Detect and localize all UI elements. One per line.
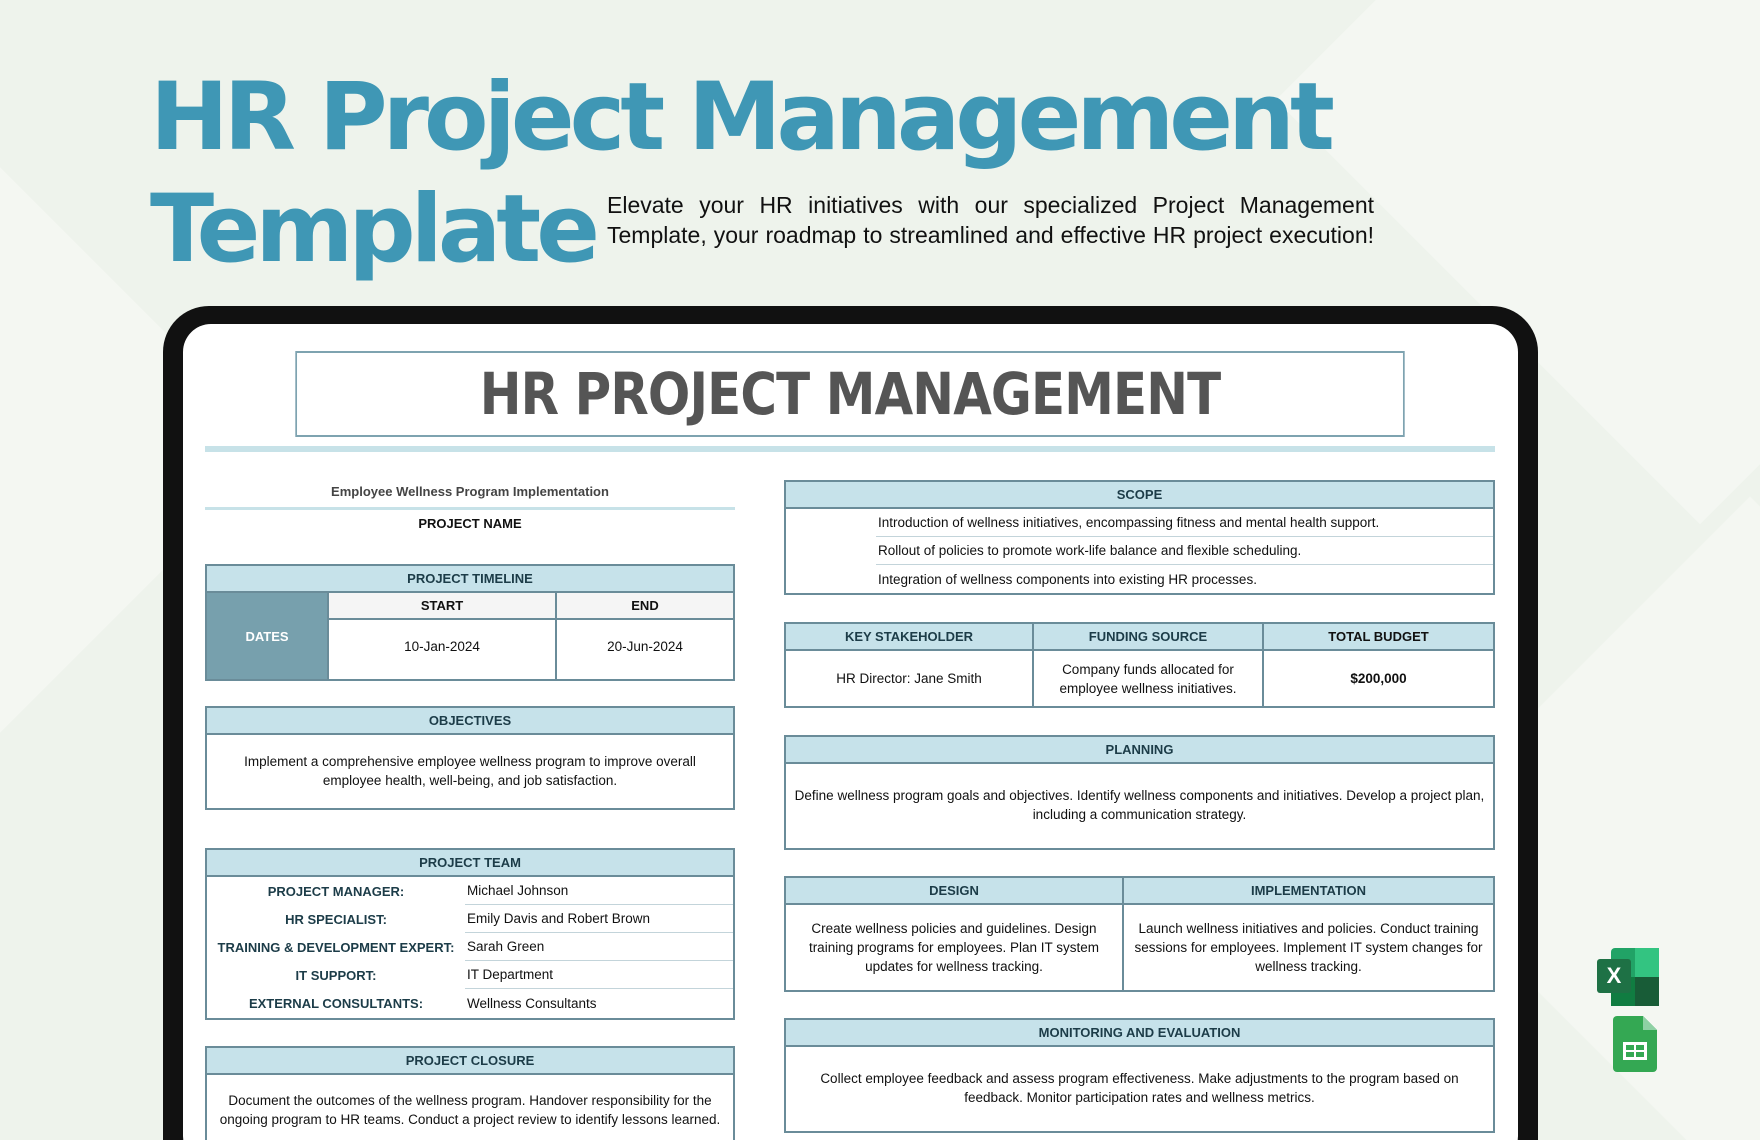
excel-icon[interactable] xyxy=(1597,948,1661,1006)
google-sheets-icon[interactable] xyxy=(1613,1016,1657,1072)
team-role: TRAINING & DEVELOPMENT EXPERT: xyxy=(217,939,455,955)
timeline-header: PROJECT TIMELINE xyxy=(207,566,733,593)
design-text[interactable]: Create wellness policies and guidelines. Design training programs for employees. Plan IT system updates for wellness tracking. xyxy=(808,921,1100,974)
scope-item[interactable]: Integration of wellness components into existing HR processes. xyxy=(878,571,1257,587)
planning-header: PLANNING xyxy=(786,737,1493,764)
planning-box xyxy=(784,735,1495,850)
design-header: DESIGN xyxy=(786,878,1122,905)
table-row xyxy=(207,961,733,989)
document-title: HR PROJECT MANAGEMENT xyxy=(295,351,1404,437)
team-member[interactable]: Sarah Green xyxy=(465,933,733,961)
project-name-label: PROJECT NAME xyxy=(418,516,522,531)
key-stakeholder-value[interactable]: HR Director: Jane Smith xyxy=(836,671,982,686)
design-column xyxy=(786,878,1122,990)
key-stakeholder-column xyxy=(786,624,1032,706)
team-role: PROJECT MANAGER: xyxy=(267,883,405,899)
title-divider xyxy=(205,446,1495,452)
start-label: START xyxy=(329,593,555,620)
team-member[interactable]: IT Department xyxy=(465,961,733,989)
scope-item[interactable]: Introduction of wellness initiatives, encompassing fitness and mental health support. xyxy=(876,509,1493,537)
team-role: IT SUPPORT: xyxy=(295,967,377,983)
hero-title-line1: HR Project Management xyxy=(150,63,1330,172)
start-date-value[interactable]: 10-Jan-2024 xyxy=(404,639,480,654)
team-role: HR SPECIALIST: xyxy=(285,911,387,927)
project-team-table xyxy=(205,848,735,1020)
scope-box xyxy=(784,480,1495,595)
scope-item[interactable]: Rollout of policies to promote work-life balance and flexible scheduling. xyxy=(876,537,1493,565)
project-name-value[interactable]: Employee Wellness Program Implementation xyxy=(331,484,609,499)
funding-source-value[interactable]: Company funds allocated for employee wellness initiatives. xyxy=(1059,661,1237,696)
scope-header: SCOPE xyxy=(786,482,1493,509)
stakeholder-table xyxy=(784,622,1495,708)
project-team-header: PROJECT TEAM xyxy=(207,850,733,877)
monitoring-evaluation-box xyxy=(784,1018,1495,1133)
design-implementation-table xyxy=(784,876,1495,992)
end-label: END xyxy=(557,593,733,620)
end-date-value[interactable]: 20-Jun-2024 xyxy=(607,639,683,654)
dates-label: DATES xyxy=(207,593,327,679)
implementation-text[interactable]: Launch wellness initiatives and policies. Conduct training sessions for employees. Implement IT system changes for wellness tracking. xyxy=(1134,921,1483,974)
table-row xyxy=(207,989,733,1017)
project-name-divider xyxy=(205,507,735,510)
start-column xyxy=(327,593,555,679)
objectives-box xyxy=(205,706,735,810)
implementation-column xyxy=(1122,878,1493,990)
table-row xyxy=(207,905,733,933)
hero-title-line2: Template xyxy=(150,175,595,284)
funding-source-column xyxy=(1032,624,1262,706)
table-row xyxy=(207,877,733,905)
project-closure-header: PROJECT CLOSURE xyxy=(207,1048,733,1075)
objectives-header: OBJECTIVES xyxy=(207,708,733,735)
key-stakeholder-header: KEY STAKEHOLDER xyxy=(786,624,1032,651)
total-budget-header: TOTAL BUDGET xyxy=(1264,624,1493,651)
project-closure-box xyxy=(205,1046,735,1140)
total-budget-value[interactable]: $200,000 xyxy=(1350,671,1407,686)
planning-text[interactable]: Define wellness program goals and objectives. Identify wellness components and initiatives. Develop a project plan, including a communication strategy. xyxy=(794,788,1485,822)
monitoring-evaluation-header: MONITORING AND EVALUATION xyxy=(786,1020,1493,1047)
total-budget-column xyxy=(1262,624,1493,706)
monitoring-evaluation-text[interactable]: Collect employee feedback and assess program effectiveness. Make adjustments to the program based on feedback. Monitor participation rates and wellness metrics. xyxy=(820,1071,1459,1105)
team-member[interactable]: Emily Davis and Robert Brown xyxy=(465,905,733,933)
team-role: EXTERNAL CONSULTANTS: xyxy=(248,995,424,1011)
table-row xyxy=(207,933,733,961)
project-closure-text[interactable]: Document the outcomes of the wellness program. Handover responsibility for the ongoing program to HR teams. Conduct a project review to identify lessons learned. xyxy=(219,1093,721,1127)
team-member[interactable]: Michael Johnson xyxy=(465,877,733,905)
hero-description: Elevate your HR initiatives with our specialized Project Management Template, your roadmap to streamlined and effective HR project execution! xyxy=(607,192,1374,248)
hero-title xyxy=(150,62,1330,286)
implementation-header: IMPLEMENTATION xyxy=(1124,878,1493,905)
tablet-screen xyxy=(183,324,1518,1140)
funding-source-header: FUNDING SOURCE xyxy=(1034,624,1262,651)
objectives-text[interactable]: Implement a comprehensive employee wellness program to improve overall employee health, well-being, and job satisfaction. xyxy=(244,753,696,788)
team-member[interactable]: Wellness Consultants xyxy=(467,995,597,1011)
timeline-table xyxy=(205,564,735,681)
excel-letter: X xyxy=(1606,963,1622,988)
end-column xyxy=(555,593,733,679)
